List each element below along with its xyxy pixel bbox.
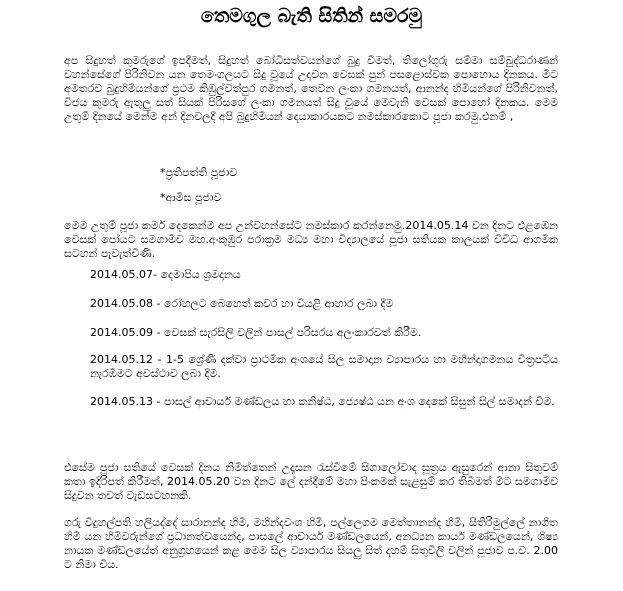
document-title: තෙමගුල බැති සිතින් සමරමු [200,5,423,27]
event-item: 2014.05.08 - රෝහලට බෙහෙත් කවර හා වියළි ආහාර ලබා දීම [90,297,394,310]
program-paragraph: මෙම උතුම් පූජා කර්ම දෙකෙන්ම අප උන්වහන්සේට නමස්කාර කරන්නෙමු.2014.05.14 වන දිනට එළඹෙන වෙසක් පෝයට සමගාමීව මහ.අංකුඹුර පරාක්‍රම මධ්‍ය මහා විද්‍යාලයේ පූජා සතියක කාලයක් විවිධ ආගමික සටහන් පැවැත්විණි. [64,219,558,260]
event-item: 2014.05.09 - වෙසක් සැරසිලි වලින් පාසල් පරිසරය අලංකාරවත් කිරීම. [90,326,422,339]
bullet-item: *ආමිස පූජාව [160,191,222,204]
bullet-item: *ප්‍රතිපත්ති පූජාව [160,166,238,179]
event-item: 2014.05.12 - 1-5 ශ්‍රේණි දක්වා ප්‍රාථමික අංශයේ සිල සමාදාන ව්‍යාපාරය හා මහින්දාගමනය චිත්‍රපටිය නැරඹීමට අවස්ථාව ලබා දීම. [90,353,558,380]
closing-paragraph: ගරු විදුහල්පති හලියද්දේ සාරානන්ද හිමි, මහින්දවංශ හිමි, පල්ලෙගම මෙත්තානන්ද හිමි, සීතිරිමුල්ලේ නාගිත හිමි යන හිමිවරුන්ගේ ප්‍රධානත්වයෙන්ද, පාසලේ ආචාර්ය මණ්ඩලයෙන්, අනධ්‍යන කාර්ය මණ්ඩලයෙන්, ශිෂ්‍ය නායක මණ්ඩලයේත් අනුග්‍රහයෙන් කළ මෙම සිල ව්‍යාපාරය සියලු සිත් දහම් සිතුවිලි වලින් පූජාව ප.ව. 2.00 ට නිමා විය. [64,516,558,571]
additional-paragraph: එසේම පූජා සතියේ වෙසක් දිනය නිමිත්තෙන් උදෑසන රැස්වීමේ සිගාලෝවාද සූත්‍රය ඇසුරෙන් ආනා සිතුවම් කතා ඉදිරිපත් කිරීමත්, 2014.05.20 වන දිනට ලේ දන්දීමේ මහා පිංකමක් සැළසුම් කර තිබීමත් මීට සමගාමීව සිදුවන තවත් වැඩසටහනකි. [64,461,558,502]
intro-paragraph: අප සිදුහත් කුමරුගේ ඉපදීමත්, සිදුහත් බෝධිසත්වයන්ගේ බුදු වීමත්, තිලෝගුරු සම්මා සම්බුද්ධරාණන් වහන්සේගේ පිරිනිවන යන තෙමංගලයට සිදු වූයේ උදාවන වෙසක් පුන් පසළොස්වක පොහොය දිනකය. මීට අමතරව බුදුහිමියන්ගේ ප්‍රථම කිඹුල්වත්පුර ගමනත්, තෙවන ලංකා ගමනයත්, ආනන්ද හිමියන්ගේ පිරිනිවනත්, විජය කුමරු ඇතුලු සත් සියක් පිරිසගේ ලංකා ගමනයත් සිදු වූයේ මෙවැනි වෙසක් පොහෝ දිනකය. මෙම උතුම් දිනයේ මෙන්ම අන් දිනවලදී අපි බුදුහිමියන් දෙයාකාරයකට නමස්කාරකොට පූජා කරමු.එනම් , [64,54,558,123]
event-item: 2014.05.13 - පාසල් ආචාර්ය මණ්ඩලය හා කනිෂ්ඨ, ජ්‍යෙෂ්ඨ යන අංශ දෙකේ සිසුන් සිල් සමාදන් වීම. [90,395,555,408]
event-item: 2014.05.07- දෙමාපිය ශ්‍රමදානය [90,268,241,281]
